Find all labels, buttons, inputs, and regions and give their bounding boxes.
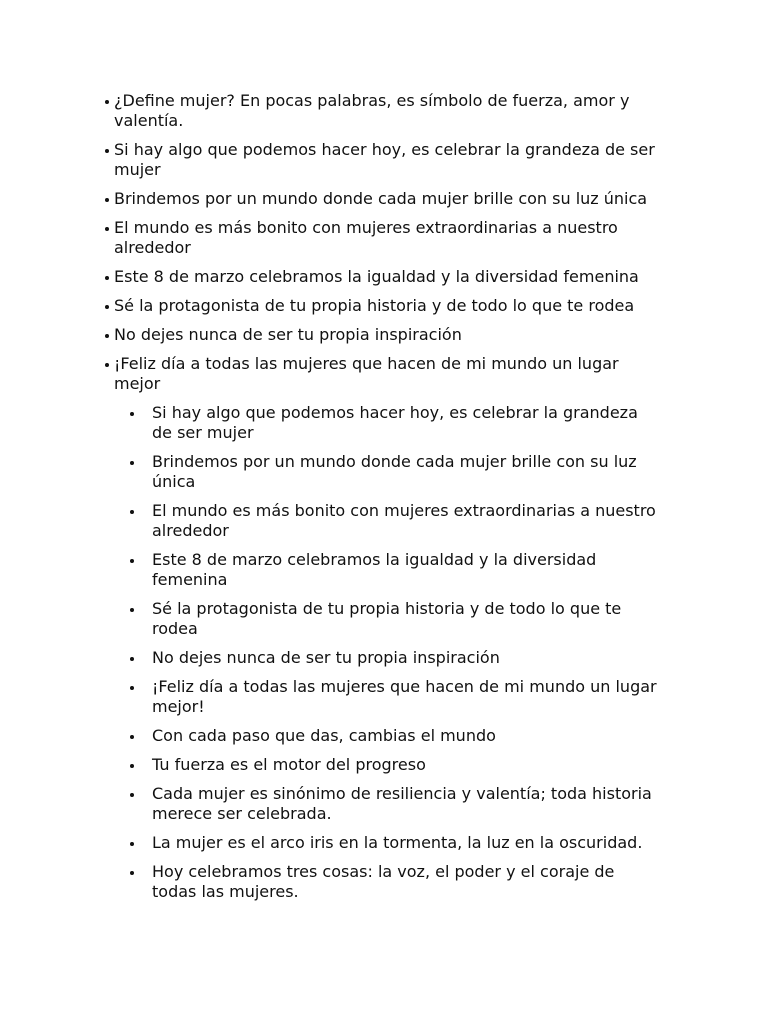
list-item: ¡Feliz día a todas las mujeres que hacen de mi mundo un lugar mejor! (128, 677, 658, 717)
list-item: Sé la protagonista de tu propia historia y de todo lo que te rodea (128, 599, 658, 639)
bullet-list-primary (103, 91, 663, 403)
list-item: ¡Feliz día a todas las mujeres que hacen de mi mundo un lugar mejor (103, 354, 663, 394)
list-item: ¿Define mujer? En pocas palabras, es símbolo de fuerza, amor y valentía. (103, 91, 663, 131)
list-item: No dejes nunca de ser tu propia inspiración (103, 325, 663, 345)
list-item: Cada mujer es sinónimo de resiliencia y valentía; toda historia merece ser celebrada. (128, 784, 658, 824)
list-item: Este 8 de marzo celebramos la igualdad y la diversidad femenina (128, 550, 658, 590)
list-item: Brindemos por un mundo donde cada mujer brille con su luz única (128, 452, 658, 492)
list-item: El mundo es más bonito con mujeres extraordinarias a nuestro alrededor (103, 218, 663, 258)
list-item: No dejes nunca de ser tu propia inspiración (128, 648, 658, 668)
list-item: Si hay algo que podemos hacer hoy, es celebrar la grandeza de ser mujer (128, 403, 658, 443)
list-item: Tu fuerza es el motor del progreso (128, 755, 658, 775)
list-item: La mujer es el arco iris en la tormenta, la luz en la oscuridad. (128, 833, 658, 853)
list-item: Sé la protagonista de tu propia historia y de todo lo que te rodea (103, 296, 663, 316)
list-item: Hoy celebramos tres cosas: la voz, el poder y el coraje de todas las mujeres. (128, 862, 658, 902)
list-item: El mundo es más bonito con mujeres extraordinarias a nuestro alrededor (128, 501, 658, 541)
list-item: Este 8 de marzo celebramos la igualdad y la diversidad femenina (103, 267, 663, 287)
bullet-list-secondary (128, 403, 658, 911)
list-item: Con cada paso que das, cambias el mundo (128, 726, 658, 746)
list-item: Si hay algo que podemos hacer hoy, es celebrar la grandeza de ser mujer (103, 140, 663, 180)
list-item: Brindemos por un mundo donde cada mujer brille con su luz única (103, 189, 663, 209)
